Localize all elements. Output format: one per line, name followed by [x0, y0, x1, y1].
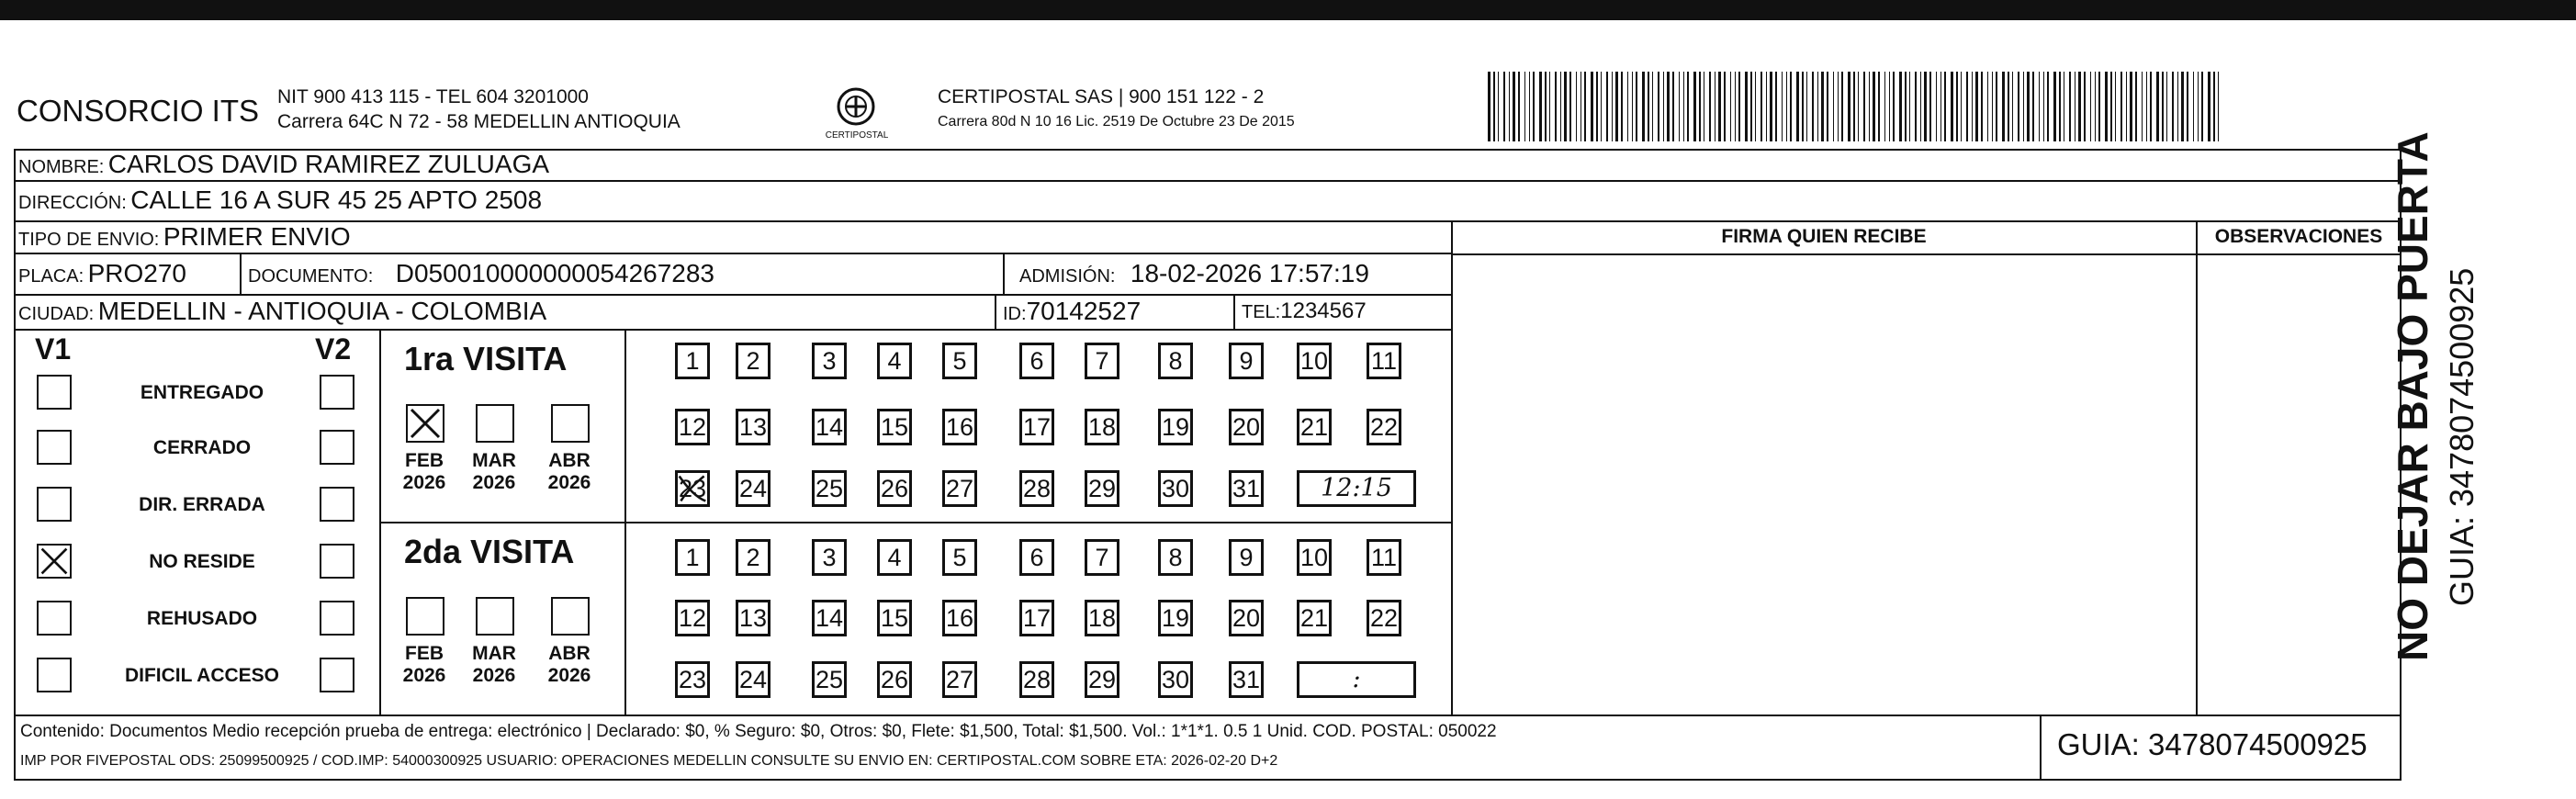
- ciudad-value: MEDELLIN - ANTIOQUIA - COLOMBIA: [97, 297, 547, 325]
- status-label: DIR. ERRADA: [139, 494, 265, 515]
- barcode-bar: [1817, 72, 1818, 141]
- barcode-bar: [1944, 72, 1946, 141]
- first-visit-day[interactable]: 2: [736, 343, 771, 379]
- first-visit-day[interactable]: 31: [1229, 470, 1264, 507]
- row-divider: [1451, 253, 2402, 255]
- barcode-bar: [1606, 72, 1608, 141]
- firma-header: FIRMA QUIEN RECIBE: [1721, 226, 1927, 247]
- first-visit-day[interactable]: 29: [1085, 470, 1119, 507]
- barcode-bar: [1718, 72, 1721, 141]
- v2-checkbox[interactable]: [320, 375, 354, 410]
- first-visit-day[interactable]: 9: [1229, 343, 1264, 379]
- barcode-bar: [1679, 72, 1680, 141]
- barcode-bar: [1652, 72, 1653, 141]
- barcode-bar: [1775, 72, 1777, 141]
- barcode-bar: [1498, 72, 1499, 141]
- first-visit-day[interactable]: 4: [877, 343, 912, 379]
- tel-cell: [1242, 298, 1367, 324]
- first-visit-day[interactable]: 28: [1019, 470, 1054, 507]
- month-label: FEB 2026: [402, 643, 446, 686]
- footer-col-divider: [2040, 715, 2042, 781]
- first-visit-day[interactable]: 24: [736, 470, 771, 507]
- barcode-bar: [1503, 72, 1505, 141]
- placa-label: PLACA:: [18, 266, 84, 287]
- barcode-bar: [1576, 72, 1577, 141]
- top-edge-bar: [0, 0, 2576, 20]
- v2-header: V2: [315, 332, 352, 366]
- status-label: NO RESIDE: [149, 551, 255, 572]
- side-guia: GUIA: 3478074500925: [2443, 267, 2480, 606]
- barcode: [1488, 72, 2222, 141]
- barcode-bar: [1858, 72, 1859, 141]
- second-visit-day[interactable]: 21: [1297, 600, 1332, 636]
- barcode-bar: [1863, 72, 1865, 141]
- barcode-bar: [1786, 72, 1787, 141]
- certipostal-logo-icon: [831, 84, 881, 130]
- admision-label: ADMISIÓN:: [1019, 266, 1116, 287]
- barcode-bar: [2043, 72, 2044, 141]
- barcode-bar: [2110, 72, 2112, 141]
- barcode-bar: [2177, 72, 2178, 141]
- second-visit-day[interactable]: 1: [675, 539, 710, 576]
- col-divider: [2196, 220, 2198, 715]
- barcode-bar: [2166, 72, 2167, 141]
- ciudad-cell: [18, 297, 546, 326]
- barcode-bar: [1750, 72, 1752, 141]
- barcode-bar: [2047, 72, 2049, 141]
- row-divider: [14, 329, 1452, 331]
- barcode-bar: [1821, 72, 1824, 141]
- second-visit-day[interactable]: 4: [877, 539, 912, 576]
- barcode-bar: [2053, 72, 2056, 141]
- second-visit-day[interactable]: 26: [877, 661, 912, 698]
- second-visit-day[interactable]: 28: [1019, 661, 1054, 698]
- barcode-bar: [2172, 72, 2174, 141]
- barcode-bar: [1924, 72, 1927, 141]
- second-visit-day[interactable]: 13: [736, 600, 771, 636]
- id-cell: [1003, 297, 1141, 326]
- barcode-bar: [1884, 72, 1885, 141]
- barcode-bar: [1889, 72, 1890, 141]
- documento-value: D050010000000054267283: [395, 259, 715, 287]
- barcode-bar: [1601, 72, 1602, 141]
- placa-value: PRO270: [87, 259, 187, 287]
- month-label: ABR 2026: [547, 643, 591, 686]
- first-visit-day[interactable]: 18: [1085, 409, 1119, 445]
- status-label: DIFICIL ACCESO: [124, 665, 279, 686]
- barcode-bar: [2218, 72, 2219, 141]
- logo-caption: CERTIPOSTAL: [825, 130, 889, 141]
- second-visit-day[interactable]: 9: [1229, 539, 1264, 576]
- direccion-row: [18, 186, 542, 215]
- barcode-bar: [1940, 72, 1941, 141]
- barcode-bar: [1513, 72, 1515, 141]
- first-visit-day[interactable]: 30: [1158, 470, 1193, 507]
- second-visit-day[interactable]: 29: [1085, 661, 1119, 698]
- barcode-bar: [1584, 72, 1586, 141]
- first-visit-title: 1ra VISITA: [404, 340, 568, 377]
- barcode-bar: [1812, 72, 1814, 141]
- status-label: REHUSADO: [146, 608, 258, 629]
- v2-checkbox[interactable]: [320, 430, 354, 465]
- barcode-bar: [1915, 72, 1917, 141]
- barcode-bar: [1569, 72, 1571, 141]
- nombre-value: CARLOS DAVID RAMIREZ ZULUAGA: [107, 150, 550, 178]
- barcode-bar: [2008, 72, 2009, 141]
- direccion-label: DIRECCIÓN:: [18, 193, 127, 213]
- barcode-bar: [1627, 72, 1628, 141]
- barcode-bar: [1687, 72, 1689, 141]
- barcode-bar: [1642, 72, 1645, 141]
- footer-guia: GUIA: 3478074500925: [2057, 727, 2368, 761]
- barcode-bar: [1591, 72, 1593, 141]
- barcode-bar: [1899, 72, 1902, 141]
- barcode-bar: [1755, 72, 1756, 141]
- company-address: Carrera 64C N 72 - 58 MEDELLIN ANTIOQUIA: [277, 111, 681, 132]
- tipo-envio-label: TIPO DE ENVIO:: [18, 230, 160, 250]
- first-visit-day[interactable]: 12: [675, 409, 710, 445]
- cell-divider: [240, 253, 242, 294]
- first-visit-day[interactable]: 5: [942, 343, 977, 379]
- tipo-envio-value: PRIMER ENVIO: [163, 222, 351, 251]
- second-visit-day[interactable]: 18: [1085, 600, 1119, 636]
- barcode-bar: [2084, 72, 2086, 141]
- barcode-bar: [1981, 72, 1983, 141]
- v1-checkbox[interactable]: [37, 430, 72, 465]
- row-divider: [14, 180, 2402, 182]
- barcode-bar: [1667, 72, 1670, 141]
- tipo-envio-row: [18, 222, 351, 252]
- first-visit-day[interactable]: 19: [1158, 409, 1193, 445]
- barcode-bar: [1545, 72, 1547, 141]
- first-visit-day[interactable]: 10: [1297, 343, 1332, 379]
- second-visit-day[interactable]: 27: [942, 661, 977, 698]
- second-visit-day[interactable]: 25: [812, 661, 847, 698]
- month-checkbox-mar[interactable]: [476, 404, 514, 443]
- second-visit-day[interactable]: 7: [1085, 539, 1119, 576]
- first-visit-hour-field[interactable]: 12:15: [1297, 470, 1416, 507]
- v1-header: V1: [35, 332, 72, 366]
- barcode-bar: [2027, 72, 2030, 141]
- barcode-bar: [2098, 72, 2100, 141]
- barcode-bar: [1549, 72, 1550, 141]
- v2-checkbox[interactable]: [320, 487, 354, 522]
- barcode-bar: [2105, 72, 2108, 141]
- status-label: ENTREGADO: [140, 382, 264, 403]
- barcode-bar: [1735, 72, 1736, 141]
- barcode-bar: [2095, 72, 2096, 141]
- month-label: MAR 2026: [472, 643, 516, 686]
- barcode-bar: [1560, 72, 1561, 141]
- barcode-bar: [1909, 72, 1910, 141]
- company-info: [277, 84, 681, 134]
- ciudad-label: CIUDAD:: [18, 304, 95, 324]
- barcode-bar: [1972, 72, 1973, 141]
- barcode-bar: [1730, 72, 1731, 141]
- second-visit-day[interactable]: 31: [1229, 661, 1264, 698]
- first-visit-day[interactable]: 3: [812, 343, 847, 379]
- second-visit-day[interactable]: 8: [1158, 539, 1193, 576]
- barcode-bar: [2069, 72, 2071, 141]
- barcode-bar: [1648, 72, 1649, 141]
- nombre-row: [18, 150, 549, 179]
- first-visit-day[interactable]: 7: [1085, 343, 1119, 379]
- side-warning: NO DEJAR BAJO PUERTA: [2389, 131, 2436, 661]
- barcode-bar: [1555, 72, 1557, 141]
- second-visit-day[interactable]: 15: [877, 600, 912, 636]
- month-checkbox-abr[interactable]: [551, 597, 590, 636]
- visit-divider: [379, 522, 1452, 523]
- v1-checkbox[interactable]: [37, 487, 72, 522]
- barcode-bar: [1841, 72, 1843, 141]
- certipostal-line: CERTIPOSTAL SAS | 900 151 122 - 2: [938, 86, 1265, 107]
- second-visit-day[interactable]: 6: [1019, 539, 1054, 576]
- barcode-bar: [1838, 72, 1839, 141]
- barcode-bar: [2208, 72, 2210, 141]
- row-divider: [14, 294, 1452, 296]
- barcode-bar: [1738, 72, 1740, 141]
- first-visit-day[interactable]: 17: [1019, 409, 1054, 445]
- barcode-bar: [1782, 72, 1783, 141]
- barcode-bar: [1766, 72, 1767, 141]
- barcode-bar: [1987, 72, 1988, 141]
- barcode-bar: [1936, 72, 1937, 141]
- barcode-bar: [1564, 72, 1567, 141]
- first-visit-day[interactable]: 11: [1367, 343, 1401, 379]
- v1-checkbox[interactable]: [37, 375, 72, 410]
- barcode-bar: [1518, 72, 1520, 141]
- barcode-bar: [2130, 72, 2132, 141]
- barcode-bar: [1596, 72, 1598, 141]
- barcode-bar: [1724, 72, 1726, 141]
- company-name: CONSORCIO ITS: [17, 94, 260, 128]
- month-checkbox-abr[interactable]: [551, 404, 590, 443]
- second-visit-day[interactable]: 23: [675, 661, 710, 698]
- second-visit-day[interactable]: 30: [1158, 661, 1193, 698]
- barcode-bar: [2039, 72, 2040, 141]
- barcode-bar: [2018, 72, 2019, 141]
- barcode-bar: [1760, 72, 1762, 141]
- second-visit-day[interactable]: 17: [1019, 600, 1054, 636]
- barcode-bar: [1693, 72, 1696, 141]
- first-visit-day[interactable]: 22: [1367, 409, 1401, 445]
- second-visit-day[interactable]: 14: [812, 600, 847, 636]
- barcode-bar: [2120, 72, 2122, 141]
- barcode-bar: [1869, 72, 1870, 141]
- barcode-bar: [2193, 72, 2194, 141]
- barcode-bar: [2156, 72, 2159, 141]
- barcode-bar: [1615, 72, 1618, 141]
- second-visit-day[interactable]: 11: [1367, 539, 1401, 576]
- first-visit-day[interactable]: 15: [877, 409, 912, 445]
- observaciones-header: OBSERVACIONES: [2214, 226, 2383, 247]
- barcode-bar: [1956, 72, 1958, 141]
- v1-checkbox[interactable]: [37, 658, 72, 692]
- nit-line: NIT 900 413 115 - TEL 604 3201000: [277, 86, 589, 107]
- barcode-bar: [1790, 72, 1792, 141]
- documento-cell: [248, 259, 714, 288]
- barcode-bar: [1663, 72, 1664, 141]
- barcode-bar: [2135, 72, 2137, 141]
- barcode-bar: [1873, 72, 1875, 141]
- footer-divider: [14, 715, 2402, 716]
- first-visit-day[interactable]: 16: [942, 409, 977, 445]
- barcode-bar: [1848, 72, 1850, 141]
- barcode-bar: [1745, 72, 1748, 141]
- first-visit-day[interactable]: 6: [1019, 343, 1054, 379]
- barcode-bar: [1992, 72, 1993, 141]
- barcode-bar: [1951, 72, 1953, 141]
- barcode-bar: [2181, 72, 2184, 141]
- barcode-bar: [2059, 72, 2061, 141]
- barcode-bar: [1612, 72, 1613, 141]
- barcode-bar: [1833, 72, 1834, 141]
- v2-checkbox[interactable]: [320, 658, 354, 692]
- barcode-bar: [2012, 72, 2013, 141]
- first-visit-day[interactable]: 1: [675, 343, 710, 379]
- nombre-label: NOMBRE:: [18, 157, 105, 177]
- footer-impresion: IMP POR FIVEPOSTAL ODS: 25099500925 / COD.IMP: 54000300925 USUARIO: OPERACIONES MEDELLIN CONSULTE SU ENVIO EN: CERTIPOSTAL.COM SOBRE ETA: 2026-02-20 D+2: [20, 753, 1278, 769]
- barcode-bar: [2002, 72, 2005, 141]
- status-label: CERRADO: [152, 437, 252, 458]
- barcode-bar: [1493, 72, 1495, 141]
- barcode-bar: [1699, 72, 1701, 141]
- second-visit-day[interactable]: 19: [1158, 600, 1193, 636]
- barcode-bar: [2150, 72, 2152, 141]
- first-visit-day[interactable]: 25: [812, 470, 847, 507]
- barcode-bar: [1658, 72, 1659, 141]
- barcode-bar: [1996, 72, 1997, 141]
- cell-divider: [995, 294, 996, 329]
- second-visit-day[interactable]: 22: [1367, 600, 1401, 636]
- row-divider: [14, 220, 2402, 222]
- first-visit-day[interactable]: 27: [942, 470, 977, 507]
- tel-value: 1234567: [1280, 298, 1367, 323]
- row-divider: [14, 253, 1452, 254]
- barcode-bar: [1920, 72, 1921, 141]
- barcode-bar: [1893, 72, 1895, 141]
- v1-checkbox[interactable]: [37, 544, 72, 579]
- month-checkbox-mar[interactable]: [476, 597, 514, 636]
- barcode-bar: [1672, 72, 1674, 141]
- cell-divider: [1003, 253, 1005, 294]
- barcode-bar: [1709, 72, 1711, 141]
- month-checkbox-feb[interactable]: [406, 597, 444, 636]
- month-label: ABR 2026: [547, 450, 591, 493]
- barcode-bar: [1929, 72, 1931, 141]
- barcode-bar: [1975, 72, 1978, 141]
- first-visit-day[interactable]: 20: [1229, 409, 1264, 445]
- second-visit-day[interactable]: 10: [1297, 539, 1332, 576]
- barcode-bar: [2142, 72, 2143, 141]
- admision-cell: [1019, 259, 1369, 288]
- barcode-bar: [2023, 72, 2024, 141]
- first-visit-day[interactable]: 8: [1158, 343, 1193, 379]
- second-visit-day[interactable]: 5: [942, 539, 977, 576]
- certipostal-info: [938, 84, 1295, 134]
- barcode-bar: [2201, 72, 2203, 141]
- barcode-bar: [1621, 72, 1623, 141]
- barcode-bar: [1806, 72, 1807, 141]
- barcode-bar: [2187, 72, 2188, 141]
- col-divider: [1451, 220, 1453, 715]
- barcode-bar: [1796, 72, 1799, 141]
- second-visit-hour-field[interactable]: :: [1297, 661, 1416, 698]
- id-value: 70142527: [1026, 297, 1142, 325]
- barcode-bar: [1580, 72, 1581, 141]
- cell-divider: [1233, 294, 1235, 329]
- second-visit-day[interactable]: 12: [675, 600, 710, 636]
- barcode-bar: [1827, 72, 1828, 141]
- barcode-bar: [1539, 72, 1542, 141]
- barcode-bar: [2198, 72, 2199, 141]
- barcode-bar: [1533, 72, 1535, 141]
- first-visit-day[interactable]: 26: [877, 470, 912, 507]
- barcode-bar: [1905, 72, 1907, 141]
- barcode-bar: [2032, 72, 2034, 141]
- barcode-bar: [1966, 72, 1968, 141]
- second-visit-day[interactable]: 2: [736, 539, 771, 576]
- barcode-bar: [1802, 72, 1804, 141]
- barcode-bar: [1636, 72, 1637, 141]
- first-visit-day[interactable]: 21: [1297, 409, 1332, 445]
- second-visit-day[interactable]: 3: [812, 539, 847, 576]
- admision-value: 18-02-2026 17:57:19: [1130, 259, 1369, 287]
- barcode-bar: [1853, 72, 1855, 141]
- month-checkbox-feb[interactable]: [406, 404, 444, 443]
- barcode-bar: [1509, 72, 1510, 141]
- month-label: FEB 2026: [402, 450, 446, 493]
- certipostal-address: Carrera 80d N 10 16 Lic. 2519 De Octubre 23 De 2015: [938, 114, 1295, 129]
- barcode-bar: [2090, 72, 2091, 141]
- barcode-bar: [1961, 72, 1962, 141]
- barcode-bar: [2126, 72, 2127, 141]
- second-visit-day[interactable]: 24: [736, 661, 771, 698]
- barcode-bar: [2078, 72, 2081, 141]
- barcode-bar: [1878, 72, 1880, 141]
- barcode-bar: [1770, 72, 1772, 141]
- barcode-bar: [2213, 72, 2215, 141]
- footer-contenido: Contenido: Documentos Medio recepción prueba de entrega: electrónico | Declarado: $0, % Seguro: $0, Otros: $0, Flete: $1,500, Total: $1,500. Vol.: 1*1*1. 0.5 1 Unid. COD. POSTAL: 050022: [20, 722, 1497, 741]
- placa-cell: [18, 259, 186, 288]
- barcode-bar: [1529, 72, 1530, 141]
- second-visit-day[interactable]: 16: [942, 600, 977, 636]
- tel-label: TEL:: [1242, 302, 1281, 322]
- barcode-bar: [1632, 72, 1633, 141]
- documento-label: DOCUMENTO:: [248, 266, 374, 287]
- month-label: MAR 2026: [472, 450, 516, 493]
- barcode-bar: [2115, 72, 2116, 141]
- barcode-bar: [1524, 72, 1525, 141]
- barcode-bar: [2162, 72, 2164, 141]
- second-visit-title: 2da VISITA: [404, 533, 575, 570]
- v2-checkbox[interactable]: [320, 544, 354, 579]
- second-visit-day[interactable]: 20: [1229, 600, 1264, 636]
- first-visit-day[interactable]: 13: [736, 409, 771, 445]
- barcode-bar: [1488, 72, 1490, 141]
- v2-checkbox[interactable]: [320, 601, 354, 636]
- direccion-value: CALLE 16 A SUR 45 25 APTO 2508: [130, 186, 543, 214]
- barcode-bar: [1683, 72, 1684, 141]
- first-visit-day[interactable]: 23: [675, 470, 710, 507]
- barcode-bar: [2146, 72, 2147, 141]
- first-visit-day[interactable]: 14: [812, 409, 847, 445]
- v1-checkbox[interactable]: [37, 601, 72, 636]
- id-label: ID:: [1003, 304, 1027, 324]
